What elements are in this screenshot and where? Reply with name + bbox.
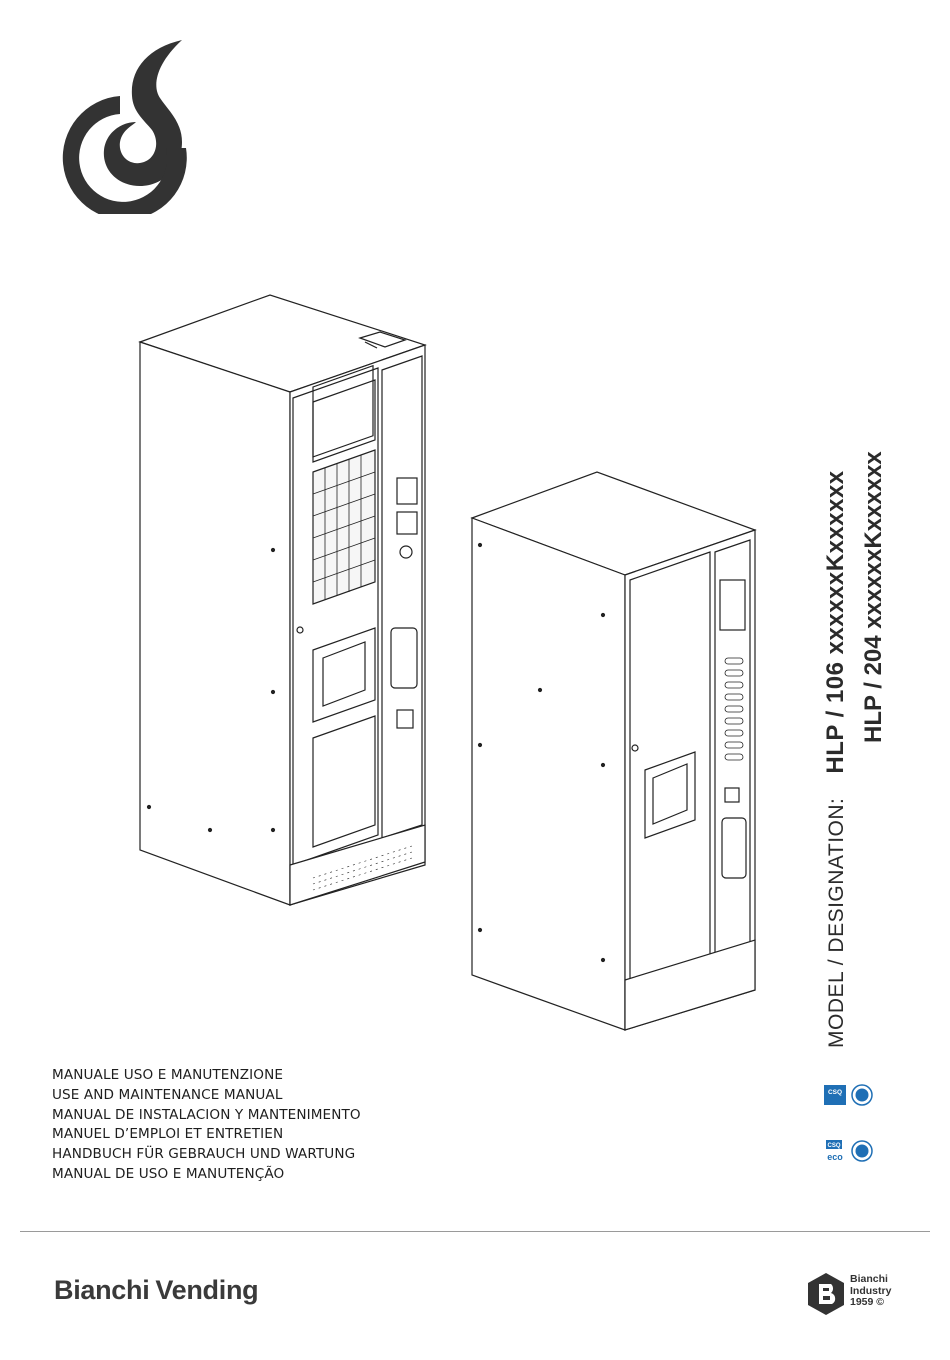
brand-wordmark [54, 1275, 258, 1306]
brand-name-part1: Bianchi [54, 1275, 150, 1305]
vending-machine-coffee [472, 472, 755, 1030]
manual-title-fr: MANUEL D’EMPLOI ET ENTRETIEN [52, 1126, 284, 1143]
svg-text:CSQ: CSQ [827, 1143, 841, 1149]
manual-title-es: MANUAL DE INSTALACION Y MANTENIMENTO [52, 1106, 361, 1123]
industry-logo-text [850, 1274, 891, 1309]
model-line-1: HLP / 106 xxxxxxKxxxxxx [822, 470, 849, 774]
csq-eco-certification-icon [824, 1139, 874, 1163]
copyright-icon: © [876, 1296, 885, 1308]
manual-title-it: MANUALE USO E MANUTENZIONE [52, 1067, 284, 1083]
brand-name-part2: Vending [155, 1275, 259, 1305]
hexagon-b-icon [806, 1272, 846, 1316]
industry-line-2: Industry [850, 1284, 892, 1297]
vending-machines-illustration [135, 290, 765, 1035]
industry-line-1: Bianchi [850, 1273, 888, 1285]
model-line-2: HLP / 204 xxxxxxKxxxxxx [860, 451, 887, 743]
svg-text:CSQ: CSQ [827, 1089, 843, 1096]
manual-title-de: HANDBUCH FÜR GEBRAUCH UND WARTUNG [52, 1146, 356, 1163]
csq-certification-icon [824, 1083, 874, 1107]
manual-title-pt: MANUAL DE USO E MANUTENÇÃO [52, 1165, 285, 1182]
divider [20, 1231, 930, 1232]
model-label: MODEL / DESIGNATION: [825, 797, 848, 1048]
vending-machine-snack [140, 295, 425, 905]
manual-title-en: USE AND MAINTENANCE MANUAL [52, 1086, 283, 1103]
industry-line-3: 1959 [850, 1296, 874, 1308]
flame-swirl-icon [52, 38, 188, 214]
manual-titles [52, 1066, 361, 1185]
model-designation [822, 408, 902, 1048]
svg-text:eco: eco [827, 1152, 843, 1162]
